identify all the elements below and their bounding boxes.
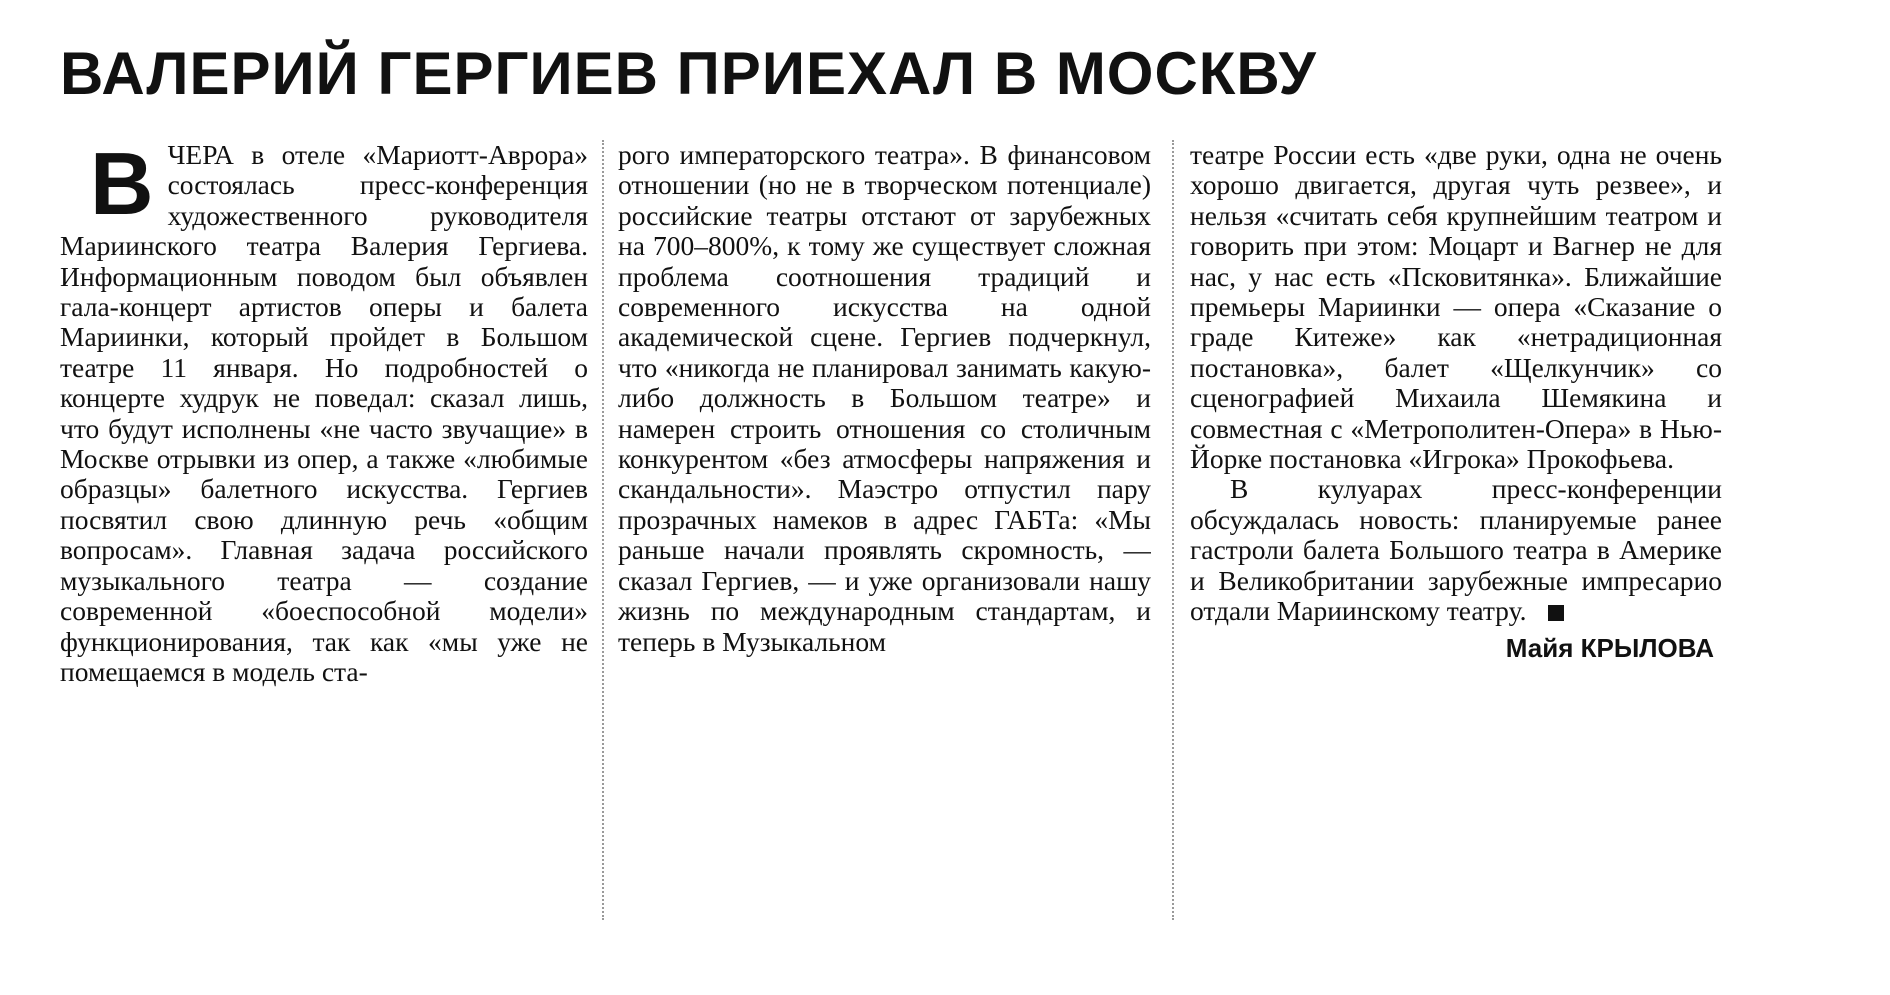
column-1-text: ЧЕРА в отеле «Мариотт-Аврора» состоялась пресс-конференция художественного руководителя Мариинского театра Валерия Гергиева. Информационным поводом был объявлен гала-концерт артистов оперы и балета Мариинки, который пройдет в Большом театре 11 января. Но подробностей о концерте худрук не поведал: сказал лишь, что будут исполнены «не часто звучащие» в Москве отрывки из опер, а также «любимые образцы» балетного искусства. Гергиев посвятил свою длинную речь «общим вопросам». Главная задача российского музыкального театра — создание современной «боеспособной модели» функционирования, так как «мы уже не помещаемся в модель ста-: [60, 140, 588, 687]
column-2: [618, 140, 1151, 920]
column-2-text: рого императорского театра». В финансовом отношении (но не в творческом потенциале) российские театры отстают от зарубежных на 700–800%, к тому же существует сложная проблема соотношения традиций и современного искусства на одной академической сцене. Гергиев подчеркнул, что «никогда не планировал занимать какую-либо должность в Большом театре» и намерен строить отношения со столичным конкурентом «без атмосферы напряжения и скандальности». Маэстро отпустил пару прозрачных намеков в адрес ГАБТа: «Мы раньше начали проявлять скромность, — сказал Гергиев, — и уже организовали нашу жизнь по международным стандартам, и теперь в Музыкальном: [618, 140, 1151, 657]
column-3-paragraph-1: театре России есть «две руки, одна не очень хорошо двигается, другая чуть резвее», и нельзя «считать себя крупнейшим театром и говорить при этом: Моцарт и Вагнер не для нас, у нас есть «Псковитянка». Ближайшие премьеры Мариинки — опера «Сказание о граде Китеже» как «нетрадиционная постановка», балет «Щелкунчик» со сценографией Михаила Шемякина и совместная с «Метрополитен-Опера» в Нью-Йорке постановка «Игрока» Прокофьева.: [1190, 140, 1722, 475]
column-3-paragraph-2: [1190, 474, 1722, 626]
end-of-article-icon: [1548, 605, 1564, 621]
article-headline: ВАЛЕРИЙ ГЕРГИЕВ ПРИЕХАЛ В МОСКВУ: [60, 40, 1317, 107]
author-byline: Майя КРЫЛОВА: [1505, 632, 1714, 663]
column-3-paragraph-2-text: В кулуарах пресс-конференции обсуждалась новость: планируемые ранее гастроли балета Большого театра в Америке и Великобритании зарубежные импресарио отдали Мариинскому театру.: [1190, 473, 1722, 627]
drop-cap: В: [90, 140, 154, 233]
article-body: [60, 140, 1720, 920]
column-divider-2: [1172, 140, 1174, 920]
column-3: [1190, 140, 1722, 920]
column-divider-1: [602, 140, 604, 920]
column-1: [60, 140, 588, 920]
